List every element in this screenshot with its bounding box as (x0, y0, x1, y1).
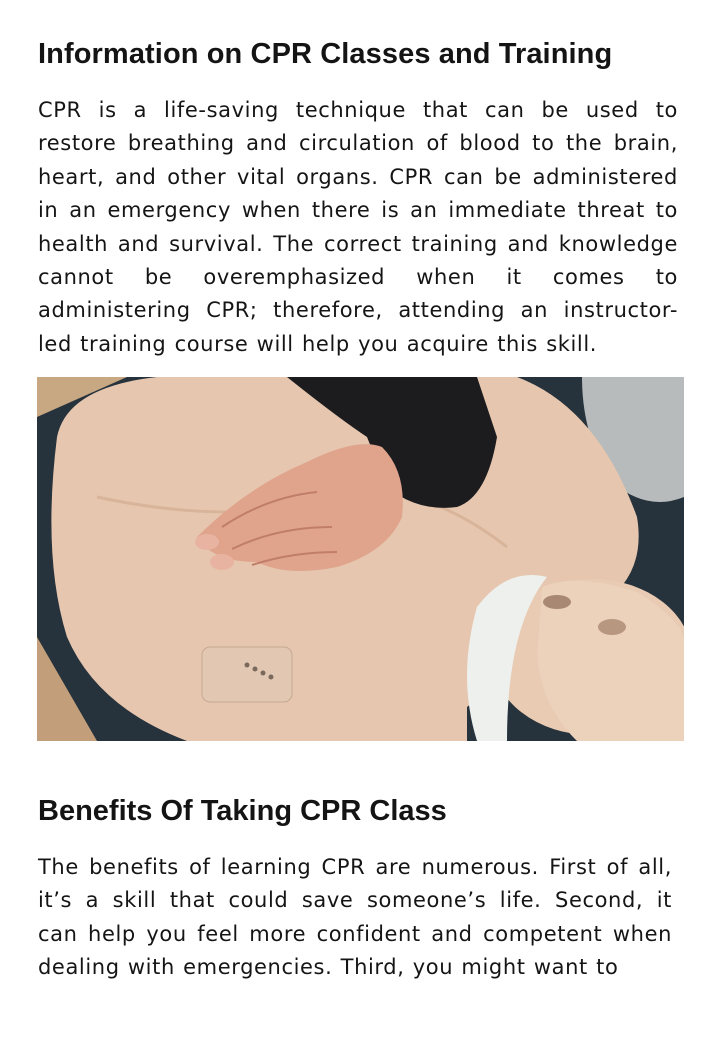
section-heading-benefits: Benefits Of Taking CPR Class (38, 795, 447, 827)
cpr-manikin-photo (37, 377, 684, 741)
intro-paragraph: CPR is a life-saving technique that can be used to restore breathing and circulation of blood to the brain, heart, and other vital organs. CPR can be administered in an emergency when there is an immediate threat to health and survival. The correct training and knowledge cannot be overemphasized when it comes to administering CPR; therefore, attending an instructor- led training course will help you acquire this skill. (38, 98, 678, 356)
benefits-paragraph: The benefits of learning CPR are numerous. First of all, it’s a skill that could save someone’s life. Second, it can help you feel more confident and competent when dealing with emergencies. Third, you might want to (38, 855, 672, 980)
section-heading-cpr-classes: Information on CPR Classes and Training (38, 38, 613, 70)
